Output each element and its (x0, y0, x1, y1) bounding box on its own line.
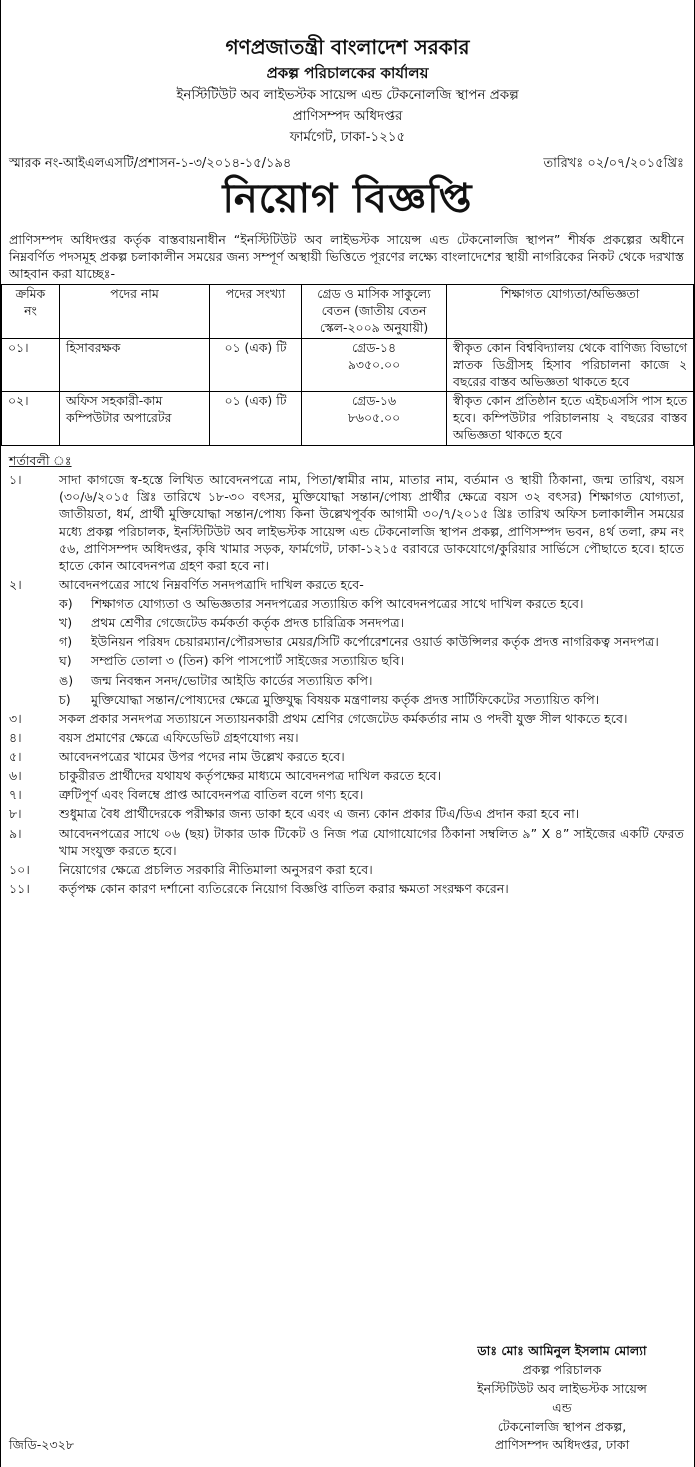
term-number: ৪। (9, 729, 22, 745)
list-item (9, 471, 684, 574)
list-item (9, 729, 684, 746)
sub-label: গ) (59, 634, 73, 650)
list-item (9, 576, 684, 593)
term-number: ১। (9, 472, 22, 488)
row-serial: ০১। (2, 338, 60, 392)
term-text: সকল প্রকার সনদপত্র সত্যায়নে সত্যায়নকারী প্রথম শ্রেণির গেজেটেড কর্মকর্তার নাম ও পদবী যুক্ত সীল থাকতে হবে। (59, 710, 628, 726)
list-item (9, 786, 684, 803)
term-text: ত্রুটিপূর্ণ এবং বিলম্বে প্রাপ্ত আবেদনপত্র বাতিল বলে গণ্য হবে। (59, 787, 364, 803)
department-title: প্রাণিসম্পদ অধিদপ্তর (292, 108, 403, 124)
term-text: আবেদনপত্রের সাথে নিম্নবর্ণিত সনদপত্রাদি দাখিল করতে হবে- (59, 576, 364, 592)
sub-item (59, 652, 684, 669)
govt-title: গণপ্রজাতন্ত্রী বাংলাদেশ সরকার (225, 35, 470, 59)
term-number: ২। (9, 576, 22, 592)
row-grade (302, 392, 447, 446)
term-text: চাকুরীরত প্রার্থীদের যথাযথ কর্তৃপক্ষের মাধ্যমে আবেদনপত্র দাখিল করতে হবে। (59, 768, 442, 784)
sub-text: প্রথম শ্রেণীর গেজেটেড কর্মকর্তা কর্তৃক প্রদত্ত চারিত্রিক সনদপত্র। (91, 615, 405, 631)
col-grade: গ্রেড ও মাসিক সাকুল্যে বেতন (জাতীয় বেতন স্কেল-২০০৯ অনুযায়ী) (302, 285, 447, 339)
sub-item (59, 691, 684, 708)
sub-item (59, 614, 684, 631)
col-qualification: শিক্ষাগত যোগ্যতা/অভিজ্ঞতা (447, 285, 694, 339)
grade-label: গ্রেড-১৬ (352, 393, 396, 409)
sub-text: মুক্তিযোদ্ধা সন্তান/পোষ্যদের ক্ষেত্রে মুক্তিযুদ্ধ বিষয়ক মন্ত্রণালয় কর্তৃক প্রদত্ত সার্টিফিকেটের সত্যায়িত কপি। (91, 691, 600, 707)
table-row (2, 338, 694, 392)
sub-label: খ) (59, 615, 73, 631)
sub-item (59, 595, 684, 612)
memo-line (1, 147, 694, 173)
sub-text: শিক্ষাগত যোগ্যতা ও অভিজ্ঞতার সনদপত্রের সত্যায়িত কপি আবেদনপত্রের সাথে দাখিল করতে হবে। (91, 596, 584, 612)
sub-label: ঙ) (59, 672, 74, 688)
signatory-name: ডাঃ মোঃ আমিনুল ইসলাম মোল্যা (477, 1343, 647, 1358)
sub-text: ইউনিয়ন পরিষদ চেয়ারম্যান/পৌরসভার মেয়র/সিটি কর্পোরেশনের ওয়ার্ড কাউন্সিলর কর্তৃক প্রদত্ত নাগরিকত্ব সনদপত্র। (91, 634, 659, 650)
term-number: ৩। (9, 710, 22, 726)
col-post: পদের নাম (60, 285, 210, 339)
term-text: শুধুমাত্র বৈধ প্রার্থীদেরকে পরীক্ষার জন্য ডাকা হবে এবং এ জন্য কোন প্রকার টিএ/ডিএ প্রদান করা হবে না। (59, 806, 580, 822)
term-number: ৮। (9, 806, 22, 822)
term-text: বয়স প্রমাণের ক্ষেত্রে এফিডেভিট গ্রহণযোগ্য নয়। (59, 729, 299, 745)
list-item (9, 825, 684, 859)
list-item (9, 767, 684, 784)
row-serial: ০২। (2, 392, 60, 446)
list-item (9, 805, 684, 822)
office-title: প্রকল্প পরিচালকের কার্যালয় (266, 64, 429, 83)
term-number: ৯। (9, 825, 22, 841)
project-title: ইনস্টিটিউট অব লাইভস্টক সায়েন্স এন্ড টেকনোলজি স্থাপন প্রকল্প (176, 87, 519, 103)
term-number: ১১। (9, 880, 30, 896)
sub-item (59, 672, 684, 689)
row-grade (302, 338, 447, 392)
table-row (2, 392, 694, 446)
salary-value: ৮৬০৫.০০ (347, 410, 401, 426)
gd-number: জিডি-২৩২৮ (9, 1437, 75, 1452)
notice-title: নিয়োগ বিজ্ঞপ্তি (222, 175, 473, 222)
row-count: ০১ (এক) টি (210, 338, 302, 392)
memo-ref: স্মারক নং-আইএলএসটি/প্রশাসন-১-৩/২০১৪-১৫/১৯৪ (9, 156, 292, 172)
term-text: কর্তৃপক্ষ কোন কারণ দর্শানো ব্যতিরেকে নিয়োগ বিজ্ঞপ্তি বাতিল করার ক্ষমতা সংরক্ষণ করেন। (59, 880, 509, 896)
term-number: ১০। (9, 861, 30, 877)
salary-value: ৯৩৫০.০০ (347, 356, 401, 372)
row-count: ০১ (এক) টি (210, 392, 302, 446)
sub-text: সম্প্রতি তোলা ৩ (তিন) কপি পাসপোর্ট সাইজের সত্যায়িত ছবি। (91, 653, 405, 669)
grade-label: গ্রেড-১৪ (352, 339, 396, 355)
signatory-org-line4: প্রাণিসম্পদ অধিদপ্তর, ঢাকা (494, 1437, 630, 1453)
term-text: নিয়োগের ক্ষেত্রে প্রচলিত সরকারি নীতিমালা অনুসরণ করা হবে। (59, 861, 373, 877)
letterhead (1, 0, 694, 147)
row-qualification: স্বীকৃত কোন বিশ্ববিদ্যালয় থেকে বাণিজ্য বিভাগে স্নাতক ডিগ্রীসহ হিসাব পরিচালনা কাজে ২ বছরের বাস্তব অভিজ্ঞতা থাকতে হবে (447, 338, 694, 392)
row-qualification: স্বীকৃত কোন প্রতিষ্ঠান হতে এইচএসসি পাস হতে হবে। কম্পিউটার পরিচালনায় ২ বছরের বাস্তব অভিজ্ঞতা থাকতে হবে (447, 392, 694, 446)
row-post: অফিস সহকারী-কাম কম্পিউটার অপারেটর (60, 392, 210, 446)
terms-title: শর্তাবলী ঃ (9, 453, 72, 469)
list-item (9, 861, 684, 878)
signature-block (442, 1342, 682, 1455)
term-number: ৭। (9, 787, 22, 803)
sub-text: জন্ম নিবন্ধন সনদ/ভোটার আইডি কার্ডের সত্যায়িত কপি। (91, 672, 373, 688)
row-post: হিসাবরক্ষক (60, 338, 210, 392)
col-serial: ক্রমিক নং (2, 285, 60, 339)
address: ফার্মগেট, ঢাকা-১২১৫ (289, 130, 406, 146)
signatory-org-line2: এন্ড (552, 1399, 572, 1415)
signatory-designation: প্রকল্প পরিচালক (522, 1361, 602, 1377)
list-item (9, 748, 684, 765)
term-number: ৬। (9, 768, 22, 784)
term-number: ৫। (9, 749, 22, 765)
terms-section (1, 446, 694, 897)
list-item (9, 710, 684, 727)
list-item (9, 880, 684, 897)
term-text: আবেদনপত্রের খামের উপর পদের নাম উল্লেখ করতে হবে। (59, 749, 345, 765)
sub-item (59, 633, 684, 650)
sub-label: চ) (59, 691, 71, 707)
sub-label: ঘ) (59, 653, 72, 669)
sub-label: ক) (59, 596, 73, 612)
intro-paragraph: প্রাণিসম্পদ অধিদপ্তর কর্তৃক বাস্তবায়নাধীন “ইনস্টিটিউট অব লাইভস্টক সায়েন্স এন্ড টেকনোলজি স্থাপন” শীর্ষক প্রকল্পের অধীনে নিম্নবর্ণিত পদসমূহ প্রকল্প চলাকালীন সময়ের জন্য সম্পূর্ণ অস্থায়ী ভিত্তিতে পূরণের লক্ষ্যে বাংলাদেশের স্থায়ী নাগরিকের নিকট থেকে দরখাস্ত আহবান করা যাচ্ছেঃ- (9, 231, 684, 282)
memo-date: তারিখঃ ০২/০৭/২০১৫খ্রিঃ (543, 156, 684, 172)
signatory-org-line1: ইনস্টিটিউট অব লাইভস্টক সায়েন্স (477, 1380, 647, 1396)
table-header-row (2, 285, 694, 339)
term-text: আবেদনপত্রের সাথে ০৬ (ছয়) টাকার ডাক টিকেট ও নিজ পত্র যোগাযোগের ঠিকানা সম্বলিত ৯” X ৪” সাইজের একটি ফেরত খাম সংযুক্ত করতে হবে। (59, 825, 684, 858)
posts-table (1, 284, 694, 446)
term-text: সাদা কাগজে স্ব-হস্তে লিখিত আবেদনপত্রে নাম, পিতা/স্বামীর নাম, মাতার নাম, বর্তমান ও স্থায়ী ঠিকানা, জন্ম তারিখ, বয়স (৩০/৬/২০১৫ খ্রিঃ তারিখে ১৮-৩০ বৎসর, মুক্তিযোদ্ধা সন্তান/পোষ্য প্রার্থীর ক্ষেত্রে বয়স ৩২ বৎসর) শিক্ষাগত যোগ্যতা, জাতীয়তা, ধর্ম, প্রার্থী মুক্তিযোদ্ধা সন্তান/পোষ্য কিনা উল্লেখপূর্বক আগামী ৩০/৭/২০১৫ খ্রিঃ তারিখ অফিস চলাকালীন সময়ের মধ্যে প্রকল্প পরিচালক, ইনস্টিটিউট অব লাইভস্টক সায়েন্স এন্ড টেকনোলজি স্থাপন প্রকল্প, প্রাণিসম্পদ ভবন, ৪র্থ তলা, রুম নং ৫৬, প্রাণিসম্পদ অধিদপ্তর, কৃষি খামার সড়ক, ফার্মগেট, ঢাকা-১২১৫ বরাবরে ডাকযোগে/কুরিয়ার সার্ভিসে পৌছাতে হবে। হাতে হাতে কোন আবেদনপত্র গ্রহণ করা হবে না। (59, 472, 684, 573)
signatory-org-line3: টেকনোলজি স্থাপন প্রকল্প, (497, 1418, 627, 1434)
col-count: পদের সংখ্যা (210, 285, 302, 339)
